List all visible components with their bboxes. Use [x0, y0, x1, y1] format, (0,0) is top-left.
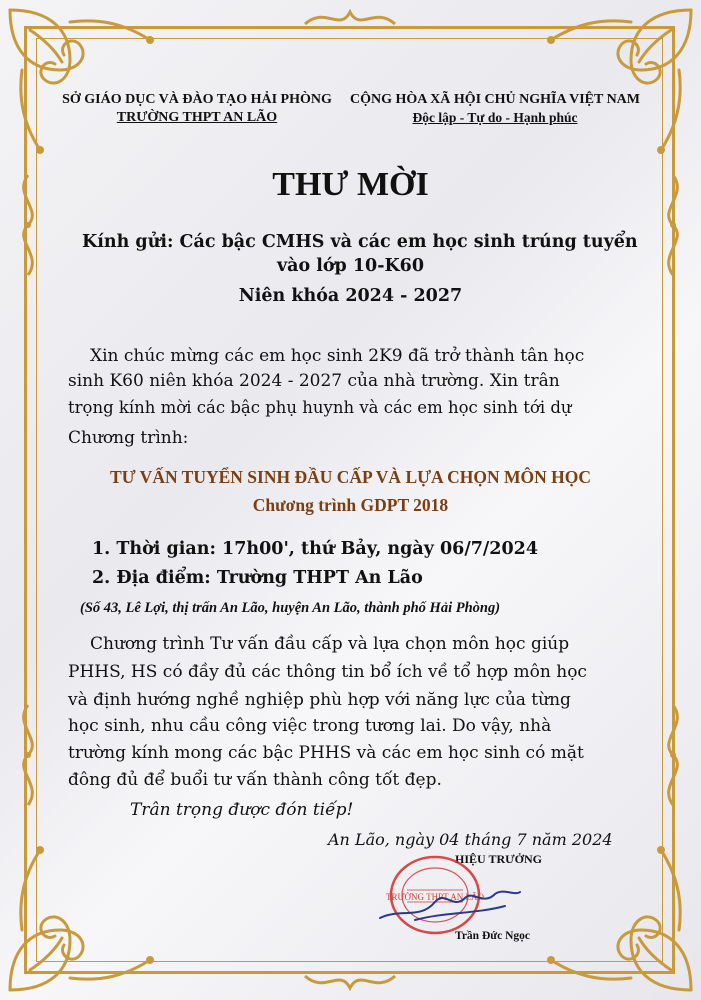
body-line-4: học sinh, nhu cầu công việc trong tương lai. Do vậy, nhà — [68, 716, 552, 736]
recipient-line-1: Kính gửi: Các bậc CMHS và các em học sinh trúng tuyển — [82, 232, 638, 252]
signer-name: Trần Đức Ngọc — [455, 930, 531, 942]
intro-line-1: Xin chúc mừng các em học sinh 2K9 đã trở thành tân học — [90, 346, 585, 366]
body-line-5: trường kính mong các bậc PHHS và các em học sinh có mặt — [68, 743, 584, 763]
header-motto: Độc lập - Tự do - Hạnh phúc — [412, 110, 578, 125]
corner-ornament-top-right — [541, 0, 701, 160]
corner-ornament-bottom-right — [541, 840, 701, 1000]
top-center-ornament — [300, 4, 400, 34]
body-line-1: Chương trình Tư vấn đầu cấp và lựa chọn môn học giúp — [90, 634, 570, 654]
intro-line-3: trọng kính mời các bậc phụ huynh và các em học sinh tới dự — [68, 398, 572, 417]
event-time: 1. Thời gian: 17h00', thứ Bảy, ngày 06/7/2024 — [92, 539, 539, 559]
intro-line-4: Chương trình: — [68, 428, 189, 448]
body-line-2: PHHS, HS có đầy đủ các thông tin bổ ích về tổ hợp môn học — [68, 662, 587, 682]
body-line-6: đông đủ để buổi tư vấn thành công tốt đẹp. — [68, 770, 442, 790]
intro-line-2: sinh K60 niên khóa 2024 - 2027 của nhà trường. Xin trân — [68, 371, 560, 391]
closing-greeting: Trân trọng được đón tiếp! — [130, 800, 354, 820]
header-national-title: CỘNG HÒA XÃ HỘI CHỦ NGHĨA VIỆT NAM — [349, 92, 640, 107]
event-address: (Số 43, Lê Lợi, thị trấn An Lão, huyện An Lão, thành phố Hải Phòng) — [80, 600, 501, 616]
signer-position: HIỆU TRƯỞNG — [455, 852, 543, 866]
body-line-3: và định hướng nghề nghiệp phù hợp với năng lực của từng — [68, 690, 571, 710]
header-department: SỞ GIÁO DỤC VÀ ĐÀO TẠO HẢI PHÒNG — [62, 92, 332, 107]
program-subtitle: Chương trình GDPT 2018 — [252, 495, 449, 515]
recipient-line-2: vào lớp 10-K60 — [276, 256, 425, 276]
corner-ornament-bottom-left — [0, 840, 160, 1000]
event-place: 2. Địa điểm: Trường THPT An Lão — [92, 568, 423, 588]
handwritten-signature — [375, 880, 525, 930]
corner-ornament-top-left — [0, 0, 160, 160]
place-and-date: An Lão, ngày 04 tháng 7 năm 2024 — [328, 830, 613, 849]
bottom-center-ornament — [300, 966, 400, 996]
program-name: TƯ VẤN TUYỂN SINH ĐẦU CẤP VÀ LỰA CHỌN MÔN HỌC — [110, 467, 591, 487]
academic-year: Niên khóa 2024 - 2027 — [238, 286, 463, 306]
page-title: THƯ MỜI — [272, 166, 429, 203]
stamp-text: TRƯỜNG THPT AN LÃO — [386, 892, 484, 902]
header-school-name: TRƯỜNG THPT AN LÃO — [116, 110, 278, 125]
side-ornament-right-lower — [653, 700, 693, 810]
side-ornament-left-lower — [8, 700, 48, 810]
